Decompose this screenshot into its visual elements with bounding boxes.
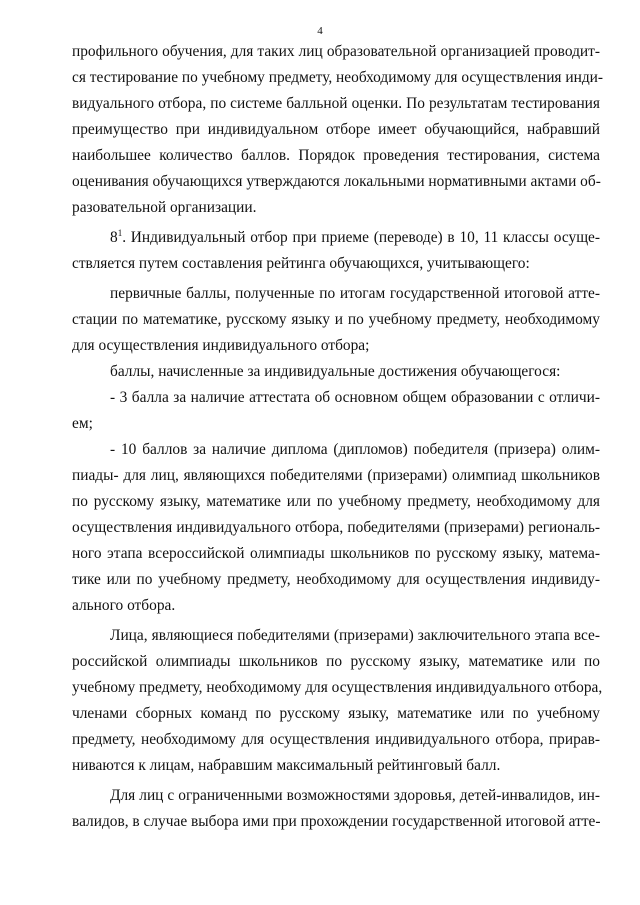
text-line: ниваются к лицам, набравшим максимальный рейтинговый балл. (72, 757, 501, 774)
text-line: видуального отбора, по системе балльной оценки. По результатам тестирования (72, 95, 600, 112)
page-number: 4 (317, 25, 323, 37)
text-line: предмету, необходимому для осуществления индивидуального отбора, прирав- (72, 731, 600, 748)
clause-text: . Индивидуальный отбор при приеме (переводе) в 10, 11 классы осуще- (122, 229, 600, 246)
text-line: ного этапа всероссийской олимпиады школьников по русскому языку, матема- (72, 545, 600, 562)
text-line: ем; (72, 415, 93, 432)
text-line: оценивания обучающихся утверждаются локальными нормативными актами об- (72, 173, 601, 190)
text-line: для осуществления индивидуального отбора; (72, 337, 370, 354)
clause-8-1-line (110, 228, 600, 248)
text-line: ся тестирование по учебному предмету, необходимому для осуществления инди- (72, 69, 604, 86)
text-line: пиады- для лиц, являющихся победителями (призерами) олимпиад школьников (72, 467, 600, 484)
text-line: - 3 балла за наличие аттестата об основном общем образовании с отличи- (110, 389, 600, 406)
text-line: ствляется путем составления рейтинга обучающихся, учитывающего: (72, 255, 530, 272)
text-line: осуществления индивидуального отбора, победителями (призерами) региональ- (72, 519, 600, 536)
text-line: ального отбора. (72, 597, 176, 614)
text-line: валидов, в случае выбора ими при прохождении государственной итоговой атте- (72, 813, 601, 830)
text-line: первичные баллы, полученные по итогам государственной итоговой атте- (110, 285, 600, 302)
text-line: преимущество при индивидуальном отборе имеет обучающийся, набравший (72, 121, 600, 138)
text-line: стации по математике, русскому языку и по учебному предмету, необходимому (72, 311, 600, 328)
text-line: учебному предмету, необходимому для осуществления индивидуального отбора, (72, 679, 603, 696)
text-line: Для лиц с ограниченными возможностями здоровья, детей-инвалидов, ин- (110, 787, 600, 804)
text-line: баллы, начисленные за индивидуальные достижения обучающегося: (110, 363, 561, 380)
text-line: российской олимпиады школьников по русскому языку, математике или по (72, 653, 600, 670)
text-line: по русскому языку, математике или по учебному предмету, необходимому для (72, 493, 600, 510)
clause-superscript: 1 (117, 228, 123, 238)
text-line: разовательной организации. (72, 199, 257, 216)
text-line: - 10 баллов за наличие диплома (дипломов) победителя (призера) олим- (110, 441, 600, 458)
text-line: тике или по учебному предмету, необходимому для осуществления индивиду- (72, 571, 600, 588)
text-line: наибольшее количество баллов. Порядок проведения тестирования, система (72, 147, 600, 164)
clause-number: 8 (110, 229, 118, 246)
text-line: Лица, являющиеся победителями (призерами) заключительного этапа все- (110, 627, 600, 644)
text-line: профильного обучения, для таких лиц образовательной организацией проводит- (72, 43, 600, 60)
text-line: членами сборных команд по русскому языку, математике или по учебному (72, 705, 600, 722)
